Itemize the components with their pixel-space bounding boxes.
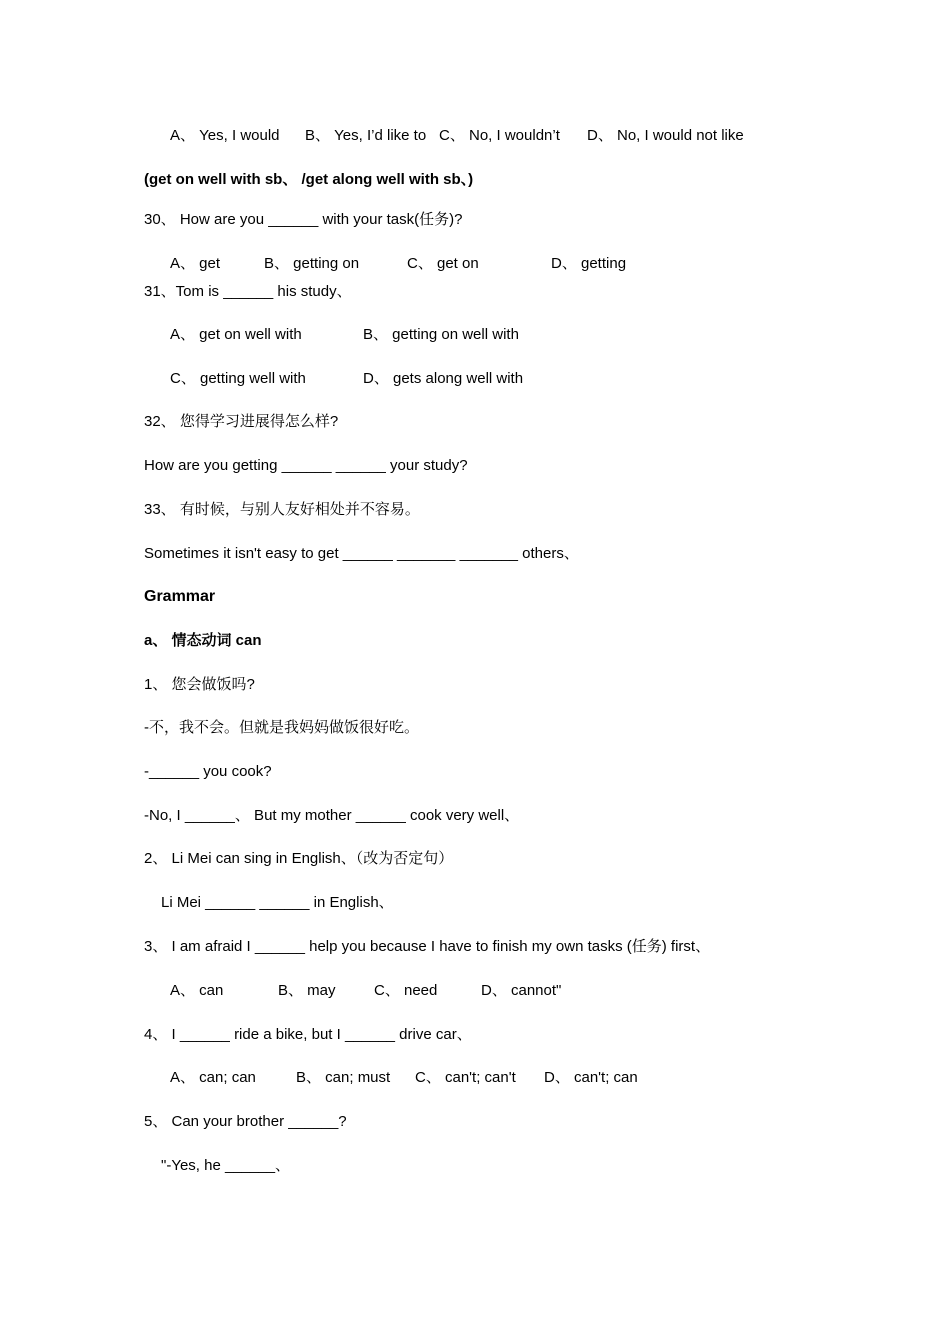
- grammar-q1-blank1: -______ you cook?: [144, 763, 272, 780]
- grammar-q1-reply: -不，我不会。但就是我妈妈做饭很好吃。: [144, 719, 419, 736]
- option-a: A、 can; can: [170, 1069, 256, 1086]
- question-31: 31、Tom is ______ his study、: [144, 283, 352, 300]
- option-a: A、 Yes, I would: [170, 127, 280, 144]
- question-30: 30、 How are you ______ with your task(任务)?: [144, 211, 463, 228]
- option-b: B、 Yes, I’d like to: [305, 127, 427, 144]
- subsection-heading: a、 情态动词 can: [144, 632, 262, 649]
- section-heading: Grammar: [144, 588, 216, 605]
- option-a: A、 get: [170, 255, 221, 272]
- question-32-english: How are you getting ______ ______ your study?: [144, 457, 468, 474]
- grammar-q2: 2、 Li Mei can sing in English、（改为否定句）: [144, 850, 454, 867]
- option-d: D、 cannot": [481, 982, 562, 999]
- option-c: C、 getting well with: [170, 370, 306, 387]
- grammar-q5: 5、 Can your brother ______?: [144, 1113, 347, 1130]
- option-c: C、 can't; can't: [415, 1069, 516, 1086]
- grammar-q1: 1、 您会做饭吗?: [144, 676, 255, 693]
- option-a: A、 can: [170, 982, 224, 999]
- option-b: B、 getting on: [264, 255, 360, 272]
- option-d: D、 can't; can: [544, 1069, 638, 1086]
- grammar-q4: 4、 I ______ ride a bike, but I ______ drive car、: [144, 1026, 472, 1043]
- option-d: D、 No, I would not like: [587, 127, 744, 144]
- option-b: B、 getting on well with: [363, 326, 519, 343]
- option-d: D、 getting: [551, 255, 627, 272]
- option-c: C、 need: [374, 982, 438, 999]
- option-a: A、 get on well with: [170, 326, 302, 343]
- grammar-q2-answer: Li Mei ______ ______ in English、: [161, 894, 394, 911]
- option-c: C、 No, I wouldn’t: [439, 127, 560, 144]
- phrase-note: (get on well with sb、 /get along well with sb、): [144, 171, 474, 188]
- option-d: D、 gets along well with: [363, 370, 524, 387]
- question-32: 32、 您得学习进展得怎么样?: [144, 413, 339, 430]
- grammar-q5-reply: "-Yes, he ______、: [161, 1157, 291, 1174]
- question-33-english: Sometimes it isn't easy to get ______ _______ _______ others、: [144, 545, 579, 562]
- option-b: B、 may: [278, 982, 336, 999]
- grammar-q3: 3、 I am afraid I ______ help you because I have to finish my own tasks (任务) first、: [144, 938, 711, 955]
- grammar-q1-blank2: -No, I ______、 But my mother ______ cook very well、: [144, 807, 520, 824]
- option-b: B、 can; must: [296, 1069, 391, 1086]
- question-33: 33、 有时候，与别人友好相处并不容易。: [144, 501, 420, 518]
- option-c: C、 get on: [407, 255, 479, 272]
